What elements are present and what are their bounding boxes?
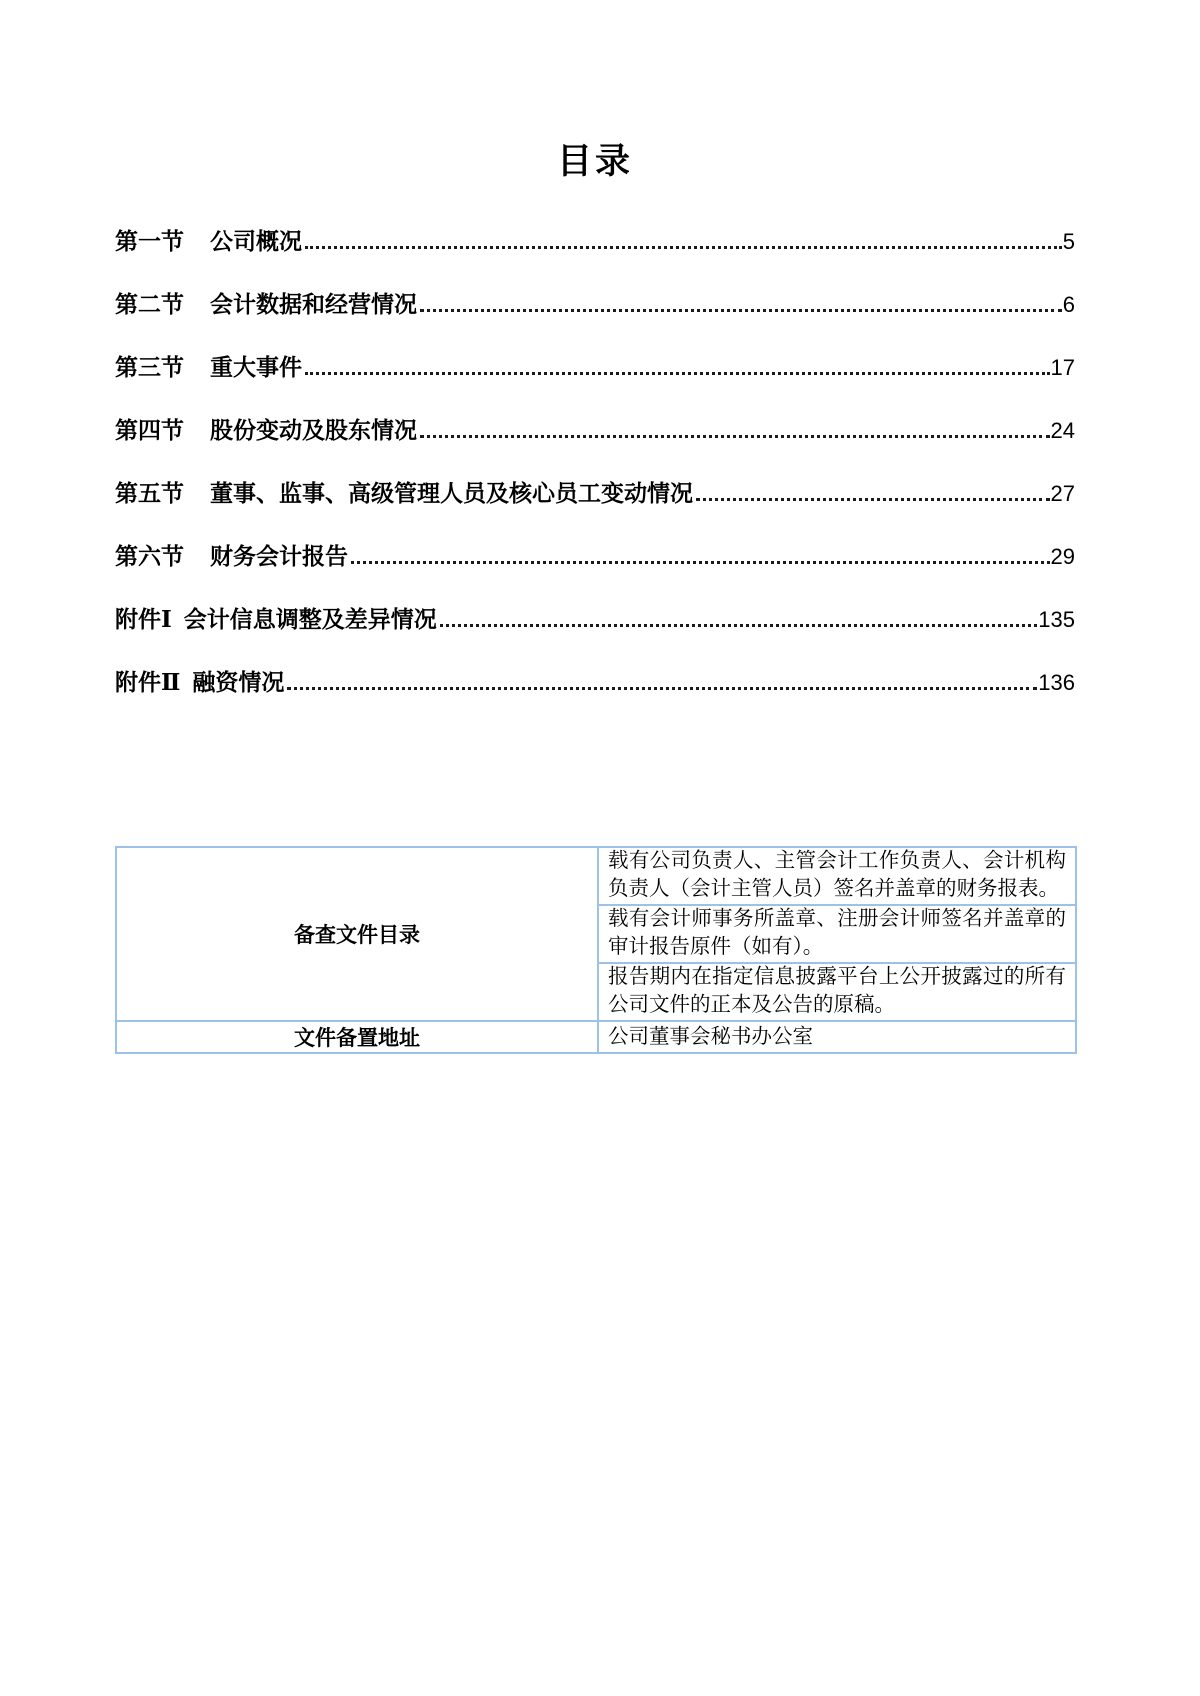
toc-page-number: 135 <box>1038 607 1075 632</box>
toc-section-title: 重大事件 <box>210 355 302 380</box>
toc-page-number: 24 <box>1050 418 1075 443</box>
toc-entry-section-1 <box>115 227 1075 257</box>
dot-leader <box>305 372 1050 375</box>
toc-page-number: 27 <box>1050 481 1075 506</box>
toc-page-number: 136 <box>1038 670 1075 695</box>
reference-documents-table <box>115 846 1077 1054</box>
toc-entry-appendix-2 <box>115 668 1075 698</box>
toc-entry-section-6 <box>115 542 1075 572</box>
toc-entry-section-5 <box>115 479 1075 509</box>
document-page <box>115 0 1075 1054</box>
toc-page-number: 17 <box>1050 355 1075 380</box>
table-row <box>116 847 1076 905</box>
toc-entry-section-4 <box>115 416 1075 446</box>
dot-leader <box>351 561 1050 564</box>
toc-section-title: 会计信息调整及差异情况 <box>183 607 437 632</box>
toc-entry-section-2 <box>115 290 1075 320</box>
toc-section-title: 财务会计报告 <box>210 544 348 569</box>
toc-section-label: 第四节 <box>115 418 184 443</box>
dot-leader <box>420 435 1050 438</box>
toc-section-label: 第五节 <box>115 481 184 506</box>
dot-leader <box>305 246 1062 249</box>
toc-section-label: 第三节 <box>115 355 184 380</box>
dot-leader <box>420 309 1062 312</box>
archive-item-financial-statements: 载有公司负责人、主管会计工作负责人、会计机构负责人（会计主管人员）签名并盖章的财务报表。 <box>598 847 1076 905</box>
toc-section-title: 融资情况 <box>192 670 285 695</box>
archive-item-audit-report: 载有会计师事务所盖章、注册会计师签名并盖章的审计报告原件（如有）。 <box>598 905 1076 963</box>
toc-section-label: 第一节 <box>115 229 184 254</box>
storage-address-value-cell: 公司董事会秘书办公室 <box>598 1021 1076 1053</box>
page-title: 目录 <box>556 142 633 181</box>
toc-section-title: 董事、监事、高级管理人员及核心员工变动情况 <box>210 481 693 506</box>
toc-entry-section-3 <box>115 353 1075 383</box>
toc-page-number: 29 <box>1050 544 1075 569</box>
storage-address-label-cell: 文件备置地址 <box>116 1021 598 1053</box>
toc-section-label: 附件Ⅰ <box>115 607 172 632</box>
toc-section-label: 第二节 <box>115 292 184 317</box>
toc-section-label: 第六节 <box>115 544 184 569</box>
archive-directory-label-cell: 备查文件目录 <box>116 847 598 1021</box>
toc-section-label: 附件Ⅱ <box>115 670 181 695</box>
dot-leader <box>696 498 1050 501</box>
archive-item-disclosed-documents: 报告期内在指定信息披露平台上公开披露过的所有公司文件的正本及公告的原稿。 <box>598 963 1076 1021</box>
toc-entry-appendix-1 <box>115 605 1075 635</box>
dot-leader <box>287 687 1037 690</box>
toc-section-title: 股份变动及股东情况 <box>210 418 417 443</box>
toc-section-title: 公司概况 <box>210 229 302 254</box>
toc-page-number: 5 <box>1062 229 1075 254</box>
toc-section-title: 会计数据和经营情况 <box>210 292 417 317</box>
toc-page-number: 6 <box>1062 292 1075 317</box>
dot-leader <box>440 624 1038 627</box>
table-row <box>116 1021 1076 1053</box>
table-of-contents <box>115 227 1075 698</box>
